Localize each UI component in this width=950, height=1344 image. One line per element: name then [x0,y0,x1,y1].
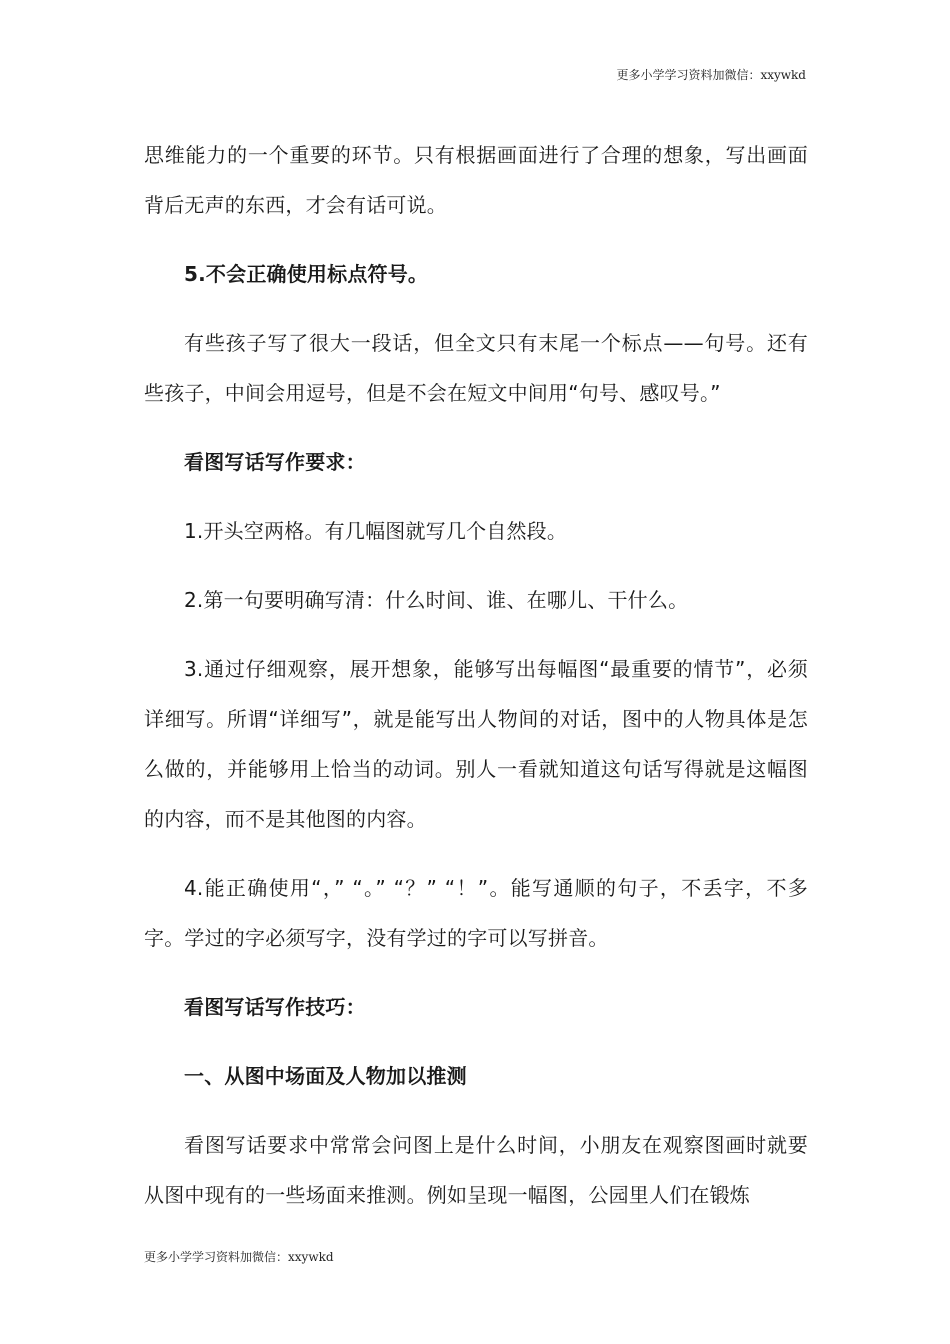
requirement-4: 4.能正确使用“，” “。” “？” “！”。能写通顺的句子，不丢字，不多字。学过的字必须写字，没有学过的字可以写拼音。 [144,876,808,950]
technique-1-heading: 一、从图中场面及人物加以推测 [184,1064,467,1088]
requirement-1: 1.开头空两格。有几幅图就写几个自然段。 [184,519,568,543]
requirements-heading: 看图写话写作要求： [184,450,366,474]
page-footer: 更多小学学习资料加微信：xxywkd [144,1250,334,1264]
paragraph-continuation: 思维能力的一个重要的环节。只有根据画面进行了合理的想象，写出画面背后无声的东西，才会有话可说。 [144,143,808,217]
page-header: 更多小学学习资料加微信：xxywkd [616,68,806,82]
technique-1-paragraph: 看图写话要求中常常会问图上是什么时间，小朋友在观察图画时就要从图中现有的一些场面来推测。例如呈现一幅图，公园里人们在锻炼 [144,1133,808,1207]
paragraph-punctuation: 有些孩子写了很大一段话，但全文只有末尾一个标点——句号。还有些孩子，中间会用逗号，但是不会在短文中间用“句号、感叹号。” [144,331,808,405]
document-body [144,130,808,1220]
requirement-2: 2.第一句要明确写清：什么时间、谁、在哪儿、干什么。 [184,588,689,612]
techniques-heading: 看图写话写作技巧： [184,995,366,1019]
point-5-heading: 5.不会正确使用标点符号。 [184,262,429,286]
requirement-3: 3.通过仔细观察，展开想象，能够写出每幅图“最重要的情节”，必须详细写。所谓“详细写”，就是能写出人物间的对话，图中的人物具体是怎么做的，并能够用上恰当的动词。别人一看就知道这句话写得就是这幅图的内容，而不是其他图的内容。 [144,657,808,831]
